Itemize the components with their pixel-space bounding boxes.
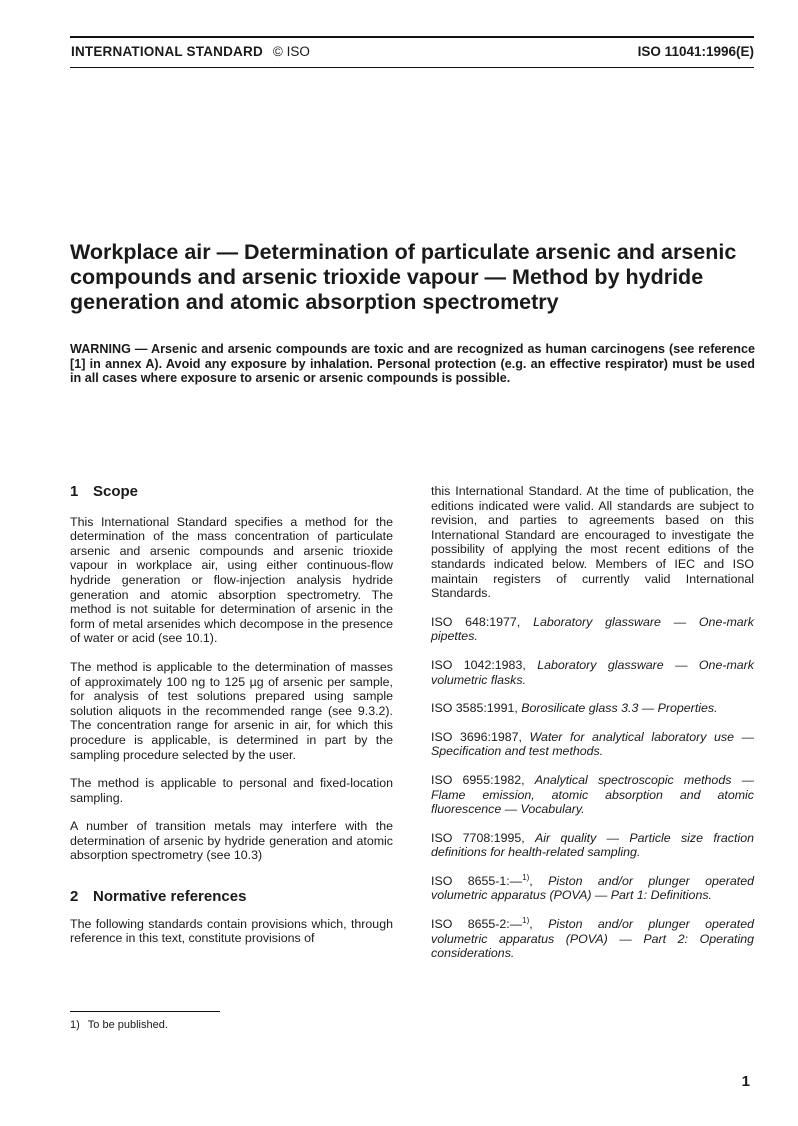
reference-title: Air quality — Particle size fraction definitions for health-related sampling. [431,830,754,860]
reference-item [431,730,754,759]
normative-intro-continued: this International Standard. At the time of publication, the editions indicated were valid. All standards are subject to revision, and parties to agreements based on this International Standard are encouraged to investigate the possibility of applying the most recent editions of the standards indicated below. Members of IEC and ISO maintain registers of currently valid International Standards. [431,484,754,601]
footnote-rule [70,1011,220,1012]
left-column [70,484,393,960]
section-heading-normative-references [70,890,393,905]
normative-intro: The following standards contain provisions which, through reference in this text, constitute provisions of [70,916,393,946]
section-heading-scope [70,485,393,500]
right-column [431,484,754,975]
scope-paragraph: This International Standard specifies a method for the determination of the mass concentration of particulate arsenic and arsenic compounds and arsenic trioxide vapour in workplace air, using either continuous-flow hydride generation or flow-injection analysis hydride generation and atomic absorption spectrometry. The method is not suitable for determination of arsenic in the form of metal arsenides which decompose in the presence of water or acid (see 10.1). [70,514,393,646]
reference-item [431,701,754,716]
reference-title: Piston and/or plunger operated volumetric apparatus (POVA) — Part 2: Operating considerations. [431,917,754,961]
footnote-ref: 1) [522,915,530,925]
reference-id: ISO 1042:1983, [431,657,526,672]
footnote-text: To be published. [87,1019,168,1031]
reference-title: Analytical spectroscopic methods — Flame emission, atomic absorption and atomic fluorescence — Vocabulary. [431,772,754,817]
document-id: ISO 11041:1996(E) [637,44,754,59]
reference-id: ISO 3585:1991, [431,701,518,716]
reference-title: Piston and/or plunger operated volumetric apparatus (POVA) — Part 1: Definitions. [431,873,754,903]
section-title: Scope [93,483,139,500]
reference-id: ISO 8655-1:— [431,873,523,888]
footnote-mark: 1) [70,1019,80,1031]
reference-title: Laboratory glassware — One-mark pipettes. [431,614,754,644]
reference-item [431,917,754,961]
reference-item [431,773,754,817]
reference-id: ISO 6955:1982, [431,772,525,787]
footnote [70,1019,168,1031]
footnote-ref: 1) [522,872,530,882]
reference-id-comma: , [529,917,533,932]
reference-item [431,615,754,644]
scope-paragraph: A number of transition metals may interfere with the determination of arsenic by hydride generation and atomic absorption spectrometry (see 10.3) [70,819,393,863]
header-bottom-rule [70,67,754,68]
reference-item [431,874,754,903]
reference-title: Borosilicate glass 3.3 — Properties. [521,701,718,716]
reference-id: ISO 648:1977, [431,614,521,629]
page-number: 1 [741,1073,750,1090]
section-title: Normative references [93,888,247,906]
reference-id-comma: , [529,873,533,888]
warning-notice: WARNING — Arsenic and arsenic compounds are toxic and are recognized as human carcinogens (see reference [1] in annex A). Avoid any exposure by inhalation. Personal protection (e.g. an effective respirator) must be used in all cases where exposure to arsenic or arsenic compounds is possible. [70,342,755,385]
document-title: Workplace air — Determination of particulate arsenic and arsenic compounds and arsenic trioxide vapour — Method by hydride generation and atomic absorption spectrometry [70,240,737,314]
reference-title: Laboratory glassware — One-mark volumetric flasks. [431,657,754,687]
reference-item [431,658,754,687]
standard-type: INTERNATIONAL STANDARD [71,44,263,59]
section-number: 1 [70,483,79,500]
section-number: 2 [70,888,79,906]
header-left [71,44,310,59]
header-top-rule [70,36,754,38]
reference-item [431,831,754,860]
scope-paragraph: The method is applicable to personal and fixed-location sampling. [70,776,393,805]
reference-id: ISO 8655-2:— [431,917,523,932]
copyright-notice: © ISO [272,44,310,59]
reference-id: ISO 7708:1995, [431,830,525,845]
reference-id: ISO 3696:1987, [431,729,522,744]
scope-paragraph: The method is applicable to the determination of masses of approximately 100 ng to 125 µg of arsenic per sample, for analysis of test solutions prepared using sample solution aliquots in the recommended range (see 9.3.2). The concentration range for arsenic in air, for which this procedure is applicable, is determined in part by the sampling procedure selected by the user. [70,659,393,762]
reference-title: Water for analytical laboratory use — Specification and test methods. [431,729,754,759]
